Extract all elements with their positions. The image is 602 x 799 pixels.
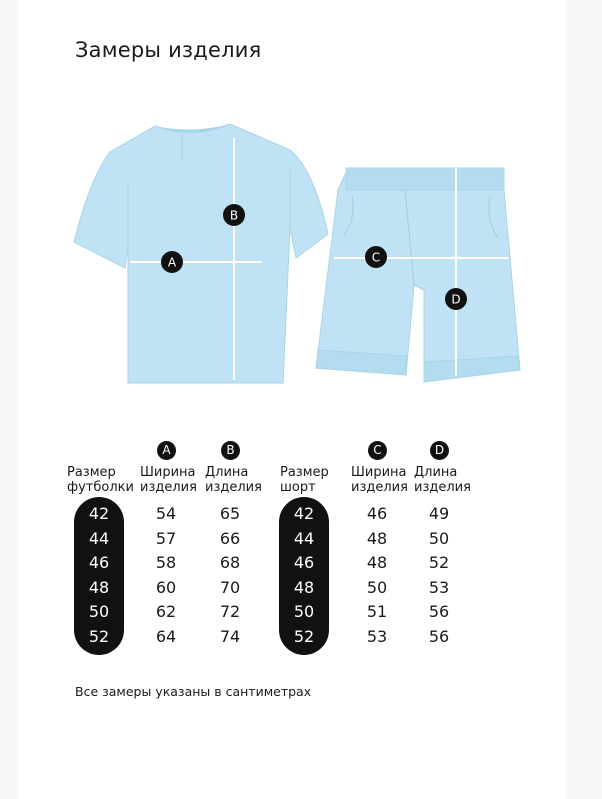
- shorts-length-value: 52: [428, 553, 450, 573]
- tshirt-image: [74, 124, 328, 383]
- shorts-width-value: 46: [366, 504, 388, 523]
- shorts-size: 44: [293, 528, 315, 548]
- tshirt-size-header: Размер футболки: [67, 465, 134, 495]
- shorts-width-value: 50: [366, 577, 388, 597]
- col-marker-a: A: [157, 441, 176, 460]
- shorts-width-column: [357, 502, 397, 650]
- col-marker-c: C: [368, 441, 387, 460]
- tshirt-length-value: 65: [219, 504, 241, 523]
- svg-text:C: C: [371, 250, 381, 265]
- tshirt-width-header: Ширина изделия: [140, 465, 197, 495]
- shorts-width-value: 48: [366, 528, 388, 548]
- shorts-length-value: 50: [428, 528, 450, 548]
- tshirt-width-value: 62: [155, 602, 177, 622]
- page-title: Замеры изделия: [75, 38, 262, 62]
- tshirt-size: 52: [88, 626, 110, 646]
- shorts-size-header: Размер шорт: [280, 465, 329, 495]
- svg-text:B: B: [229, 208, 239, 223]
- tshirt-width-value: 58: [155, 553, 177, 573]
- marker-b: [223, 204, 245, 226]
- tshirt-length-value: 72: [219, 602, 241, 622]
- shorts-size: 52: [293, 626, 315, 646]
- tshirt-width-value: 64: [155, 626, 177, 646]
- marker-d: [445, 288, 467, 310]
- shorts-image: [316, 168, 520, 382]
- marker-c: [365, 246, 387, 268]
- shorts-length-column: [419, 502, 459, 650]
- shorts-length-value: 49: [428, 504, 450, 523]
- tshirt-width-value: 60: [155, 577, 177, 597]
- marker-a: [161, 251, 183, 273]
- tshirt-length-value: 70: [219, 577, 241, 597]
- shorts-size: 50: [293, 602, 315, 622]
- tshirt-width-column: [146, 502, 186, 650]
- tshirt-length-value: 68: [219, 553, 241, 573]
- shorts-width-header: Ширина изделия: [351, 465, 408, 495]
- shorts-size: 46: [293, 553, 315, 573]
- shorts-width-value: 51: [366, 602, 388, 622]
- tshirt-length-value: 74: [219, 626, 241, 646]
- shorts-size-pill: [279, 497, 329, 655]
- tshirt-size-pill: [74, 497, 124, 655]
- tshirt-length-value: 66: [219, 528, 241, 548]
- units-note: Все замеры указаны в сантиметрах: [75, 684, 312, 699]
- shorts-size: 42: [293, 504, 315, 523]
- shorts-width-value: 48: [366, 553, 388, 573]
- tshirt-size: 44: [88, 528, 110, 548]
- shorts-length-value: 56: [428, 602, 450, 622]
- tshirt-size: 46: [88, 553, 110, 573]
- tshirt-width-value: 54: [155, 504, 177, 523]
- col-marker-b: B: [221, 441, 240, 460]
- svg-text:A: A: [167, 255, 177, 270]
- tshirt-width-value: 57: [155, 528, 177, 548]
- tshirt-size: 48: [88, 577, 110, 597]
- shorts-length-value: 56: [428, 626, 450, 646]
- shorts-size: 48: [293, 577, 315, 597]
- tshirt-size: 42: [88, 504, 110, 523]
- shorts-length-value: 53: [428, 577, 450, 597]
- svg-text:D: D: [451, 292, 461, 307]
- tshirt-length-header: Длина изделия: [205, 465, 262, 495]
- col-marker-d: D: [430, 441, 449, 460]
- shorts-width-value: 53: [366, 626, 388, 646]
- tshirt-length-column: [210, 502, 250, 650]
- shorts-length-header: Длина изделия: [414, 465, 471, 495]
- tshirt-size: 50: [88, 602, 110, 622]
